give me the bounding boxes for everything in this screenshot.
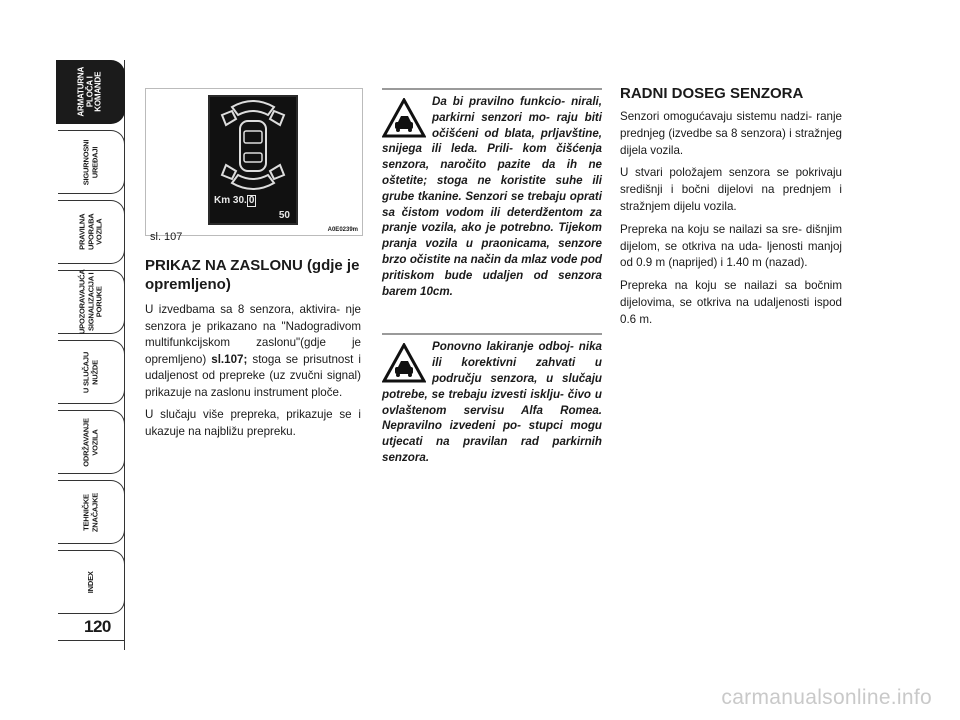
paragraph: Senzori omogućavaju sistemu nadzi- ranje prednjeg (izvedbe sa 8 senzora) i stražnjeg dijela vozila. — [620, 110, 842, 157]
warnings-column — [382, 88, 602, 466]
display-odometer: 50 — [278, 210, 290, 221]
tab-odrzavanje-vozila[interactable] — [58, 410, 125, 474]
paragraph: Prepreka na koju se nailazi sa sre- dišnjim dijelom, se otkriva na uda- ljenosti manjoj od 0.9 m (naprijed) i 1.40 m (nazad). — [620, 222, 842, 270]
watermark: carmanualsonline.info — [721, 686, 932, 709]
instrument-display — [208, 95, 298, 225]
paragraph: Prepreka na koju se nailazi sa bočnim dijelovima, se otkriva na udaljenosti ispod 0.6 m. — [620, 279, 842, 326]
warning-text: Da bi pravilno funkcio- nirali, parkirni senzori mo- raju biti očišćeni od blata, prljavštine, snijega ili leda. Prili- kom čišćenja senzora, naročito pazite da ih ne oštetite; stoga ne koristite suhe ili grube tkanine. Senzori se trebaju oprati sa čistom vodom ili deterdžentom za pranje vozila, ako je potrebno. Tijekom pranja vozila u praonicama, senzore brzo očistite na način da mlaz vode pod pritiskom bude udaljen od senzora barem 10cm. — [382, 95, 602, 298]
paragraph-text: U izvedbama sa 8 senzora, aktivira- nje senzora je prikazano na "Nadogradivom multifunkcijskom zaslonu"(gdje je opremljeno) — [145, 303, 361, 366]
tab-armaturna-ploca[interactable] — [56, 60, 125, 124]
warning-triangle-icon — [382, 343, 426, 383]
figure-reference: sl.107; — [211, 352, 248, 366]
tab-upozoravajuca-signalizacija[interactable] — [58, 270, 125, 334]
section-title-sensor-range: RADNI DOSEG SENZORA — [620, 85, 804, 102]
figure-code: A0E0239m — [327, 227, 358, 233]
warning-box — [382, 339, 602, 465]
tab-index[interactable] — [58, 550, 125, 614]
chapter-tabs — [58, 60, 126, 620]
tab-label: UPOZORAVAJUĆA SIGNALIZACIJA I PORUKE — [77, 269, 104, 335]
section-display — [145, 256, 361, 446]
warning-rule — [382, 88, 602, 90]
tab-tehnicke-znacajke[interactable] — [58, 480, 125, 544]
paragraph: U slučaju više prepreka, prikazuje se i ukazuje na najbližu prepreku. — [145, 408, 361, 438]
tab-label: PRAVILNA UPORABA VOZILA — [77, 213, 104, 251]
paragraph — [145, 302, 361, 401]
tab-label: INDEX — [85, 571, 95, 593]
tab-label: SIGURNOSNI UREĐAJI — [81, 139, 99, 185]
display-km-readout — [214, 195, 256, 207]
warning-rule — [382, 333, 602, 335]
paragraph-text: stoga se prisutnost i udaljenost od prepreke (uz zvučni signal) prikazuje na zaslonu instrument ploče. — [145, 352, 361, 399]
page-number-rule — [58, 640, 124, 641]
warning-box — [382, 94, 602, 299]
display-km-boxed-digit: 0 — [248, 195, 255, 206]
section-sensor-range — [620, 84, 842, 335]
paragraph: U stvari položajem senzora se pokrivaju središnji i bočni dijelovi na prednjem i stražnjem dijelu vozila. — [620, 166, 842, 213]
car-sensor-graphic — [210, 97, 296, 193]
figure-caption: sl. 107 — [150, 231, 183, 243]
display-km-value: 30. — [232, 195, 247, 206]
warning-text: Ponovno lakiranje odboj- nika ili korektivni zahvati u području senzora, u slučaju potrebe, se trebaju izvesti isklju- čivo u ovlaštenom servisu Alfa Romea. Nepravilno izvedeni po- stupci mogu utjecati na pravilan rad parkirnih senzora. — [382, 340, 602, 464]
tab-label: TEHNIČKE ZNAČAJKE — [81, 492, 99, 532]
tab-u-slucaju-nuzde[interactable] — [58, 340, 125, 404]
warning-triangle-icon — [382, 98, 426, 138]
section-title-display: PRIKAZ NA ZASLONU (gdje je opremljeno) — [145, 257, 360, 293]
tab-label: ARMATURNA PLOČA I KOMANDE — [76, 67, 103, 117]
tab-sigurnosni-uredaji[interactable] — [58, 130, 125, 194]
tab-pravilna-uporaba[interactable] — [58, 200, 125, 264]
page-number: 120 — [84, 617, 111, 636]
display-km-label: Km — [214, 195, 231, 206]
tab-label: U SLUČAJU NUŽDE — [81, 351, 99, 393]
figure-parking-display — [145, 88, 363, 236]
tab-label: ODRŽAVANJE VOZILA — [81, 417, 99, 467]
